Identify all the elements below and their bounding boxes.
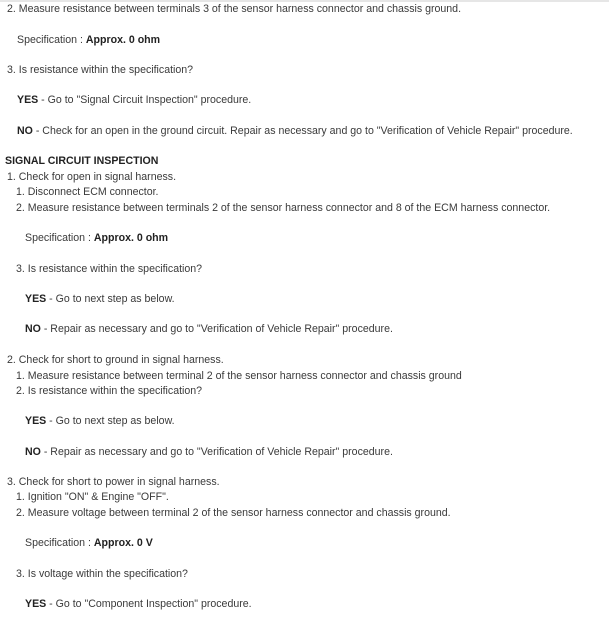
- yes-label: YES: [25, 598, 47, 610]
- spec-value: Approx. 0 V: [93, 537, 153, 549]
- no-label: NO: [25, 446, 41, 458]
- spec-label: Specification :: [17, 34, 86, 46]
- power-short-step-1: 1. Ignition "ON" & Engine "OFF".: [16, 491, 169, 503]
- open-yes: [25, 293, 175, 306]
- yes-label: YES: [17, 94, 39, 106]
- ground-spec: [17, 34, 160, 47]
- open-title: 1. Check for open in signal harness.: [7, 171, 177, 183]
- spec-value: Approx. 0 ohm: [93, 232, 169, 244]
- ground-short-no: [25, 446, 393, 459]
- power-short-step-3: 3. Is voltage within the specification?: [16, 568, 188, 580]
- power-short-spec: [25, 537, 153, 550]
- open-step-1: 1. Disconnect ECM connector.: [16, 186, 159, 198]
- power-short-yes: [25, 598, 252, 611]
- no-text: - Check for an open in the ground circuit. Repair as necessary and go to "Verification of Vehicle Repair" procedure.: [32, 125, 573, 137]
- ground-yes: [17, 94, 251, 107]
- yes-label: YES: [25, 293, 47, 305]
- open-step-3: 3. Is resistance within the specification?: [16, 263, 203, 275]
- yes-text: - Go to next step as below.: [46, 415, 175, 427]
- spec-label: Specification :: [25, 537, 94, 549]
- spec-value: Approx. 0 ohm: [85, 34, 161, 46]
- section-heading: SIGNAL CIRCUIT INSPECTION: [5, 155, 159, 167]
- yes-text: - Go to next step as below.: [46, 293, 175, 305]
- open-no: [25, 323, 393, 336]
- ground-step-3: 3. Is resistance within the specification?: [7, 64, 194, 76]
- open-spec: [25, 232, 168, 245]
- yes-text: - Go to "Component Inspection" procedure.: [46, 598, 252, 610]
- open-step-2: 2. Measure resistance between terminals 2 of the sensor harness connector and 8 of the ECM harness connector.: [16, 202, 551, 214]
- ground-short-yes: [25, 415, 175, 428]
- no-label: NO: [17, 125, 33, 137]
- ground-short-step-1: 1. Measure resistance between terminal 2 of the sensor harness connector and chassis ground: [16, 370, 462, 382]
- ground-short-title: 2. Check for short to ground in signal harness.: [7, 354, 224, 366]
- no-text: - Repair as necessary and go to "Verification of Vehicle Repair" procedure.: [40, 323, 393, 335]
- ground-step-2: 2. Measure resistance between terminals 3 of the sensor harness connector and chassis ground.: [7, 3, 462, 15]
- no-label: NO: [25, 323, 41, 335]
- ground-short-step-2: 2. Is resistance within the specification?: [16, 385, 203, 397]
- spec-label: Specification :: [25, 232, 94, 244]
- no-text: - Repair as necessary and go to "Verification of Vehicle Repair" procedure.: [40, 446, 393, 458]
- power-short-title: 3. Check for short to power in signal harness.: [7, 476, 220, 488]
- power-short-step-2: 2. Measure voltage between terminal 2 of the sensor harness connector and chassis ground.: [16, 507, 451, 519]
- ground-no: [17, 125, 573, 138]
- yes-text: - Go to "Signal Circuit Inspection" procedure.: [38, 94, 252, 106]
- yes-label: YES: [25, 415, 47, 427]
